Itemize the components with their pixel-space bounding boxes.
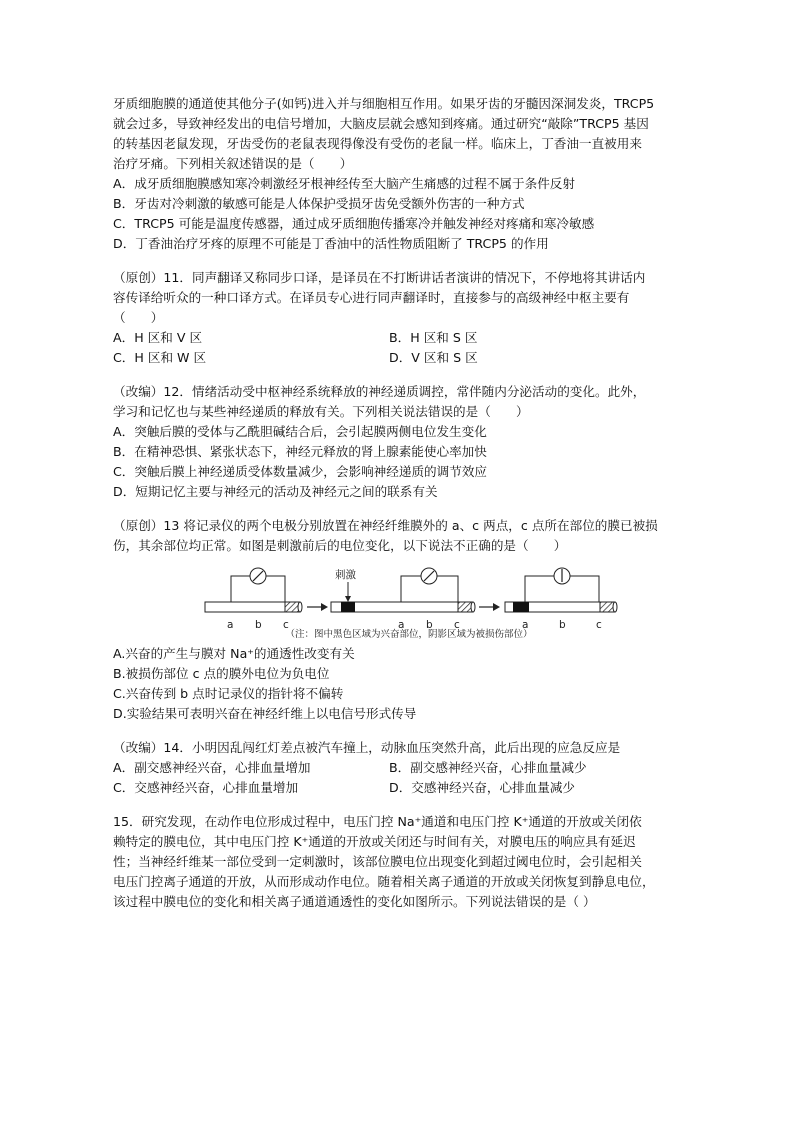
q10-option-a: A．成牙质细胞膜感知寒冷刺激经牙根神经传至大脑产生痛感的过程不属于条件反射 xyxy=(113,176,575,191)
q12-option-b: B．在精神恐惧、紧张状态下，神经元释放的肾上腺素能使心率加快 xyxy=(113,444,487,459)
question-11 xyxy=(113,268,705,368)
figure-note: （注：图中黑色区域为兴奋部位，阴影区域为被损伤部位） xyxy=(285,629,533,640)
point-label-a-3: a xyxy=(522,619,529,630)
q14-option-b: B．副交感神经兴奋，心排血量减少 xyxy=(389,760,587,775)
question-12 xyxy=(113,382,705,502)
q15-stem-line-1: 15．研究发现，在动作电位形成过程中，电压门控 Na⁺通道和电压门控 K⁺通道的开放或关闭依 xyxy=(113,814,642,829)
point-label-c-1: c xyxy=(283,619,289,630)
point-label-c-2: c xyxy=(454,619,460,630)
q14-options-row-2 xyxy=(113,778,705,798)
point-label-b-3: b xyxy=(559,619,566,630)
spacer xyxy=(113,724,705,738)
fiber-end-2 xyxy=(471,602,475,612)
q14-options-row-1 xyxy=(113,758,705,778)
q11-option-b: B．H 区和 S 区 xyxy=(389,330,478,345)
spacer xyxy=(113,368,705,382)
q10-stem-line-3: 的转基因老鼠发现，牙齿受伤的老鼠表现得像没有受伤的老鼠一样。临床上，丁香油一直被用来 xyxy=(113,136,642,151)
q11-option-d: D．V 区和 S 区 xyxy=(389,350,478,365)
q11-option-c: C．H 区和 W 区 xyxy=(113,350,207,365)
nerve-fiber-diagram xyxy=(113,558,705,630)
q15-stem-line-4: 电压门控离子通道的开放，从而形成动作电位。随着相关离子通道的开放或关闭恢复到静息电位， xyxy=(113,874,655,889)
question-13 xyxy=(113,516,705,724)
exam-page xyxy=(113,94,705,912)
q15-stem-line-3: 性；当神经纤维某一部位受到一定刺激时，该部位膜电位出现变化到超过阈电位时，会引起相关 xyxy=(113,854,642,869)
q13-option-a: A.兴奋的产生与膜对 Na⁺的通透性改变有关 xyxy=(113,646,355,661)
panel-1-before-stimulus xyxy=(205,568,302,630)
point-label-a-1: a xyxy=(227,619,234,630)
q11-options-row-1 xyxy=(113,328,705,348)
q12-option-a: A．突触后膜的受体与乙酰胆碱结合后，会引起膜两侧电位发生变化 xyxy=(113,424,487,439)
spacer xyxy=(113,798,705,812)
q10-stem-line-1: 牙质细胞膜的通道使其他分子(如钙)进入并与细胞相互作用。如果牙齿的牙髓因深洞发炎，TRCP5 xyxy=(113,96,655,111)
stimulus-label: 刺激 xyxy=(335,569,356,581)
q12-stem-line-1: （改编）12．情绪活动受中枢神经系统释放的神经递质调控，常伴随内分泌活动的变化。此外， xyxy=(113,384,646,399)
spacer xyxy=(113,254,705,268)
q10-option-d: D．丁香油治疗牙疼的原理不可能是丁香油中的活性物质阻断了 TRCP5 的作用 xyxy=(113,236,549,251)
q13-option-d: D.实验结果可表明兴奋在神经纤维上以电信号形式传导 xyxy=(113,706,417,721)
q14-option-c: C．交感神经兴奋，心排血量增加 xyxy=(113,780,299,795)
point-label-b-2: b xyxy=(426,619,433,630)
question-15 xyxy=(113,812,705,912)
q11-stem-line-1: （原创）11．同声翻译又称同步口译，是译员在不打断讲话者演讲的情况下，不停地将其讲话内 xyxy=(113,270,646,285)
spacer xyxy=(113,502,705,516)
q11-options-row-2 xyxy=(113,348,705,368)
q10-option-c: C．TRCP5 可能是温度传感器，通过成牙质细胞传播寒冷并触发神经对疼痛和寒冷敏感 xyxy=(113,216,595,231)
arrow-2 xyxy=(479,603,500,611)
arrow-1 xyxy=(307,603,328,611)
point-label-b-1: b xyxy=(255,619,262,630)
q10-stem-line-2: 就会过多，导致神经发出的电信号增加，大脑皮层就会感知到疼痛。通过研究“敲除”TRCP5 基因 xyxy=(113,116,649,131)
q12-option-d: D．短期记忆主要与神经元的活动及神经元之间的联系有关 xyxy=(113,484,438,499)
panel-3-propagating xyxy=(505,568,617,630)
q13-option-b: B.被损伤部位 c 点的膜外电位为负电位 xyxy=(113,666,330,681)
excited-region-2 xyxy=(341,602,355,612)
excited-region-3 xyxy=(513,602,529,612)
fiber-end-3 xyxy=(613,602,617,612)
q13-stem-line-2: 伤，其余部位均正常。如图是刺激前后的电位变化，以下说法不正确的是（ ） xyxy=(113,538,567,553)
q14-option-d: D．交感神经兴奋，心排血量减少 xyxy=(389,780,576,795)
q15-stem-line-5: 该过程中膜电位的变化和相关离子通道通透性的变化如图所示。下列说法错误的是（ ） xyxy=(113,894,596,909)
q11-stem-line-2: 容传译给听众的一种口译方式。在译员专心进行同声翻译时，直接参与的高级神经中枢主要有 xyxy=(113,290,630,305)
q12-option-c: C．突触后膜上神经递质受体数量减少，会影响神经递质的调节效应 xyxy=(113,464,488,479)
fiber-end-1 xyxy=(298,602,302,612)
point-label-c-3: c xyxy=(596,619,602,630)
q10-option-b: B．牙齿对冷刺激的敏感可能是人体保护受损牙齿免受额外伤害的一种方式 xyxy=(113,196,525,211)
point-label-a-2: a xyxy=(398,619,405,630)
q11-stem-line-3: （ ） xyxy=(113,310,164,325)
q14-option-a: A．副交感神经兴奋，心排血量增加 xyxy=(113,760,311,775)
q13-option-c: C.兴奋传到 b 点时记录仪的指针将不偏转 xyxy=(113,686,344,701)
q15-stem-line-2: 赖特定的膜电位，其中电压门控 K⁺通道的开放或关闭还与时间有关，对膜电压的响应具有延迟 xyxy=(113,834,636,849)
panel-2-stimulated xyxy=(331,568,475,630)
question-10 xyxy=(113,94,705,254)
q11-option-a: A．H 区和 V 区 xyxy=(113,330,203,345)
q12-stem-line-2: 学习和记忆也与某些神经递质的释放有关。下列相关说法错误的是（ ） xyxy=(113,404,529,419)
q10-stem-line-4: 治疗牙痛。下列相关叙述错误的是（ ） xyxy=(113,156,353,171)
nerve-fiber-figure xyxy=(113,558,705,630)
q14-stem-line-1: （改编）14．小明因乱闯红灯差点被汽车撞上，动脉血压突然升高，此后出现的应急反应是 xyxy=(113,740,621,755)
question-14 xyxy=(113,738,705,798)
q13-stem-line-1: （原创）13 将记录仪的两个电极分别放置在神经纤维膜外的 a、c 两点，c 点所在部位的膜已被损 xyxy=(113,518,658,533)
